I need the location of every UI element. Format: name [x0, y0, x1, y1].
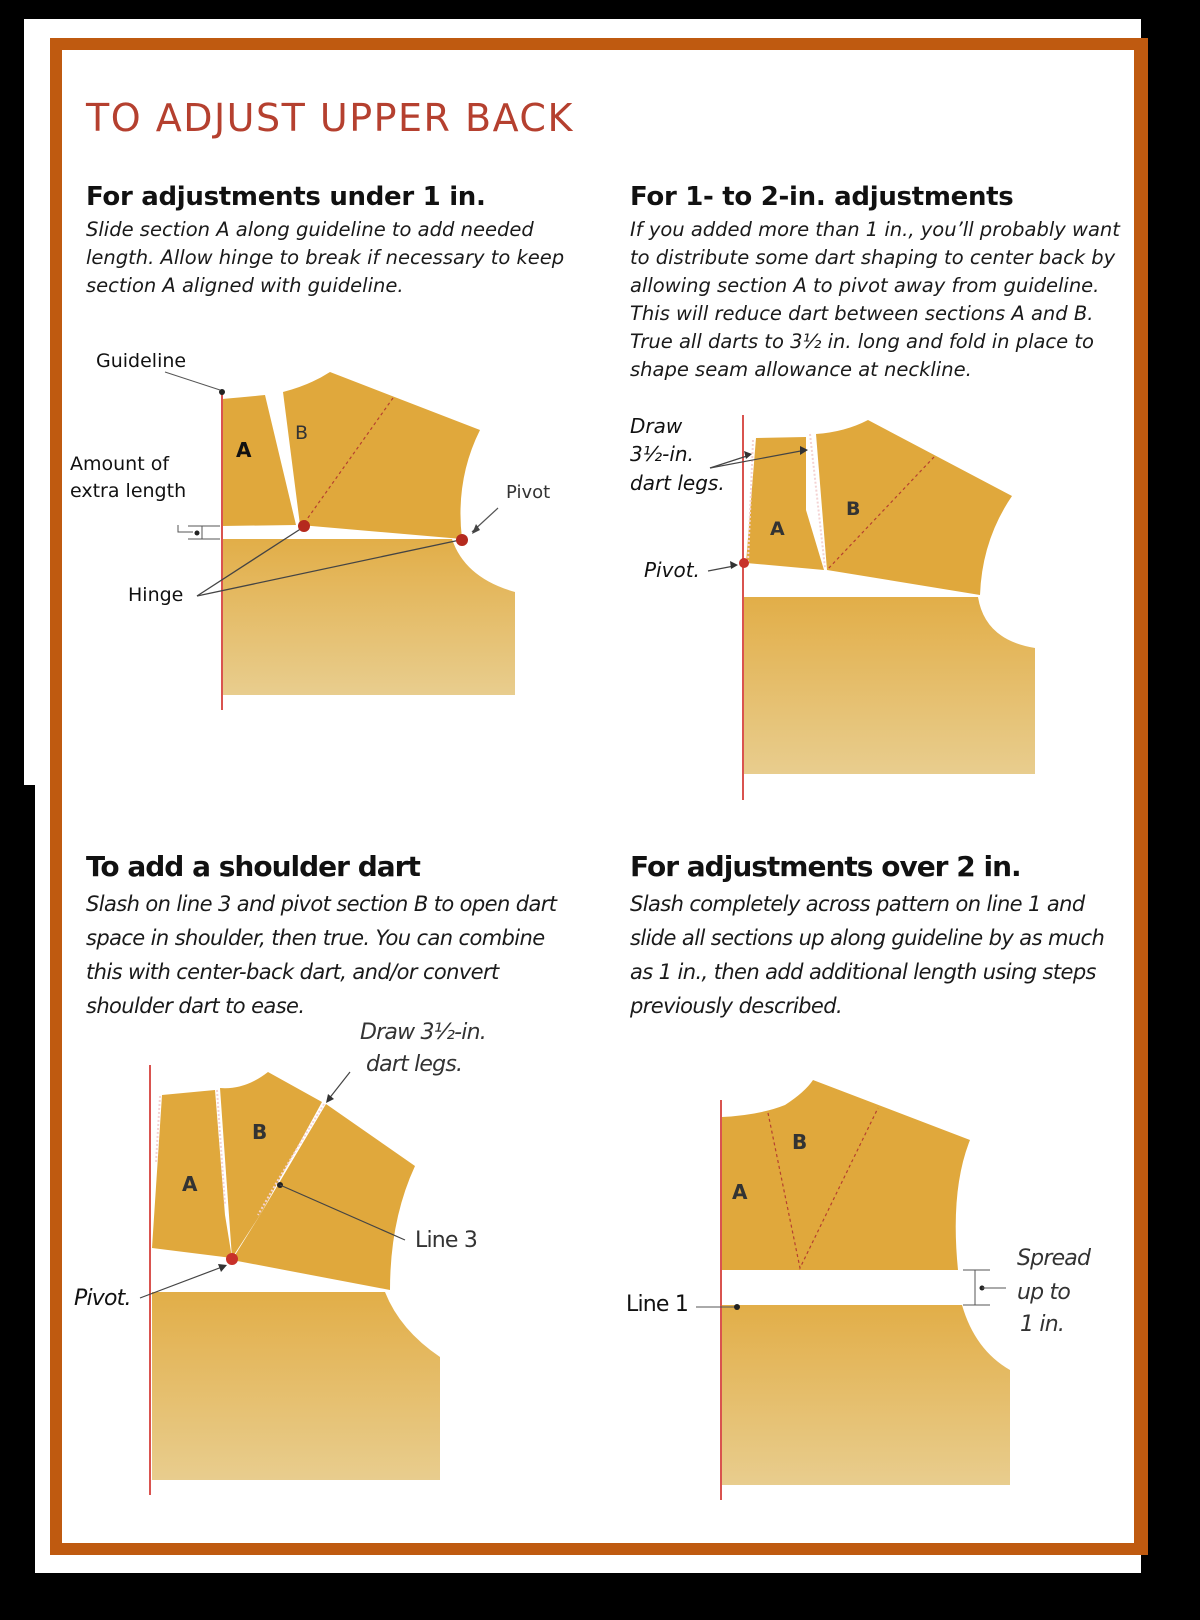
- lower-pattern-piece: [152, 1292, 440, 1480]
- section-a-piece: [746, 437, 824, 570]
- guideline-label: Guideline: [96, 350, 187, 372]
- spread-label-line2: up to: [1017, 1280, 1070, 1305]
- spread-label-line1: Spread: [1017, 1246, 1091, 1271]
- section-b-label: B: [252, 1120, 268, 1144]
- section-under-1-in: [86, 182, 566, 300]
- pattern-diagram: [60, 1030, 540, 1500]
- pivot-dot: [226, 1253, 238, 1265]
- section-heading: For 1- to 2-in. adjustments: [630, 182, 1014, 212]
- hinge-dot: [298, 520, 310, 532]
- diagram-under-1-in: [60, 340, 580, 760]
- page-title: TO ADJUST UPPER BACK: [86, 96, 574, 140]
- section-a-label: A: [732, 1180, 748, 1204]
- pivot-dot: [456, 534, 468, 546]
- upper-pattern-piece: [722, 1080, 970, 1270]
- line1-label: Line 1: [626, 1292, 689, 1317]
- section-a-label: A: [182, 1172, 198, 1196]
- spread-label-line3: 1 in.: [1020, 1312, 1065, 1337]
- draw-label-line2: 3½-in.: [630, 442, 694, 466]
- section-over-2-in: [630, 850, 1120, 1023]
- diagram-1-to-2-in: [620, 400, 1060, 800]
- draw-label-line2: dart legs.: [366, 1052, 463, 1077]
- amount-label-line1: Amount of: [70, 453, 170, 475]
- draw-label-line3: dart legs.: [630, 471, 725, 495]
- pivot-label: Pivot: [506, 482, 551, 503]
- line3-label: Line 3: [415, 1228, 478, 1253]
- section-1-to-2-in: [630, 182, 1120, 384]
- lower-pattern-piece: [222, 539, 515, 695]
- pivot-label: Pivot.: [644, 558, 700, 582]
- section-a-label: A: [236, 438, 252, 462]
- section-b-label: B: [792, 1130, 808, 1154]
- section-body: If you added more than 1 in., you’ll probably want to distribute some dart shaping to center back by allowing section A to pivot away from guideline. This will reduce dart between sections A and B. True all darts to 3½ in. long and fold in place to shape seam allowance at neckline.: [630, 218, 1120, 381]
- hinge-label: Hinge: [128, 584, 184, 606]
- section-body: Slide section A along guideline to add needed length. Allow hinge to break if necessary to keep section A aligned with guideline.: [86, 218, 565, 297]
- amount-label-line2: extra length: [70, 480, 187, 502]
- pivot-label: Pivot.: [74, 1286, 131, 1311]
- diagram-shoulder-dart: [60, 1020, 540, 1500]
- draw-label-line1: Draw 3½-in.: [360, 1020, 486, 1045]
- lower-pattern-piece: [744, 597, 1035, 774]
- section-heading: To add a shoulder dart: [86, 850, 420, 883]
- lower-pattern-piece: [722, 1305, 1010, 1485]
- section-b-label: B: [846, 498, 861, 520]
- section-shoulder-dart: [86, 850, 586, 1023]
- section-body: Slash completely across pattern on line 1 and slide all sections up along guideline by as much as 1 in., then add additional length using steps previously described.: [630, 892, 1105, 1018]
- section-heading: For adjustments under 1 in.: [86, 182, 486, 212]
- section-heading: For adjustments over 2 in.: [630, 850, 1021, 883]
- section-a-piece: [222, 395, 296, 526]
- pivot-dot: [739, 558, 749, 568]
- section-a-label: A: [770, 518, 785, 540]
- section-body: Slash on line 3 and pivot section B to open dart space in shoulder, then true. You can combine this with center-back dart, and/or convert shoulder dart to ease.: [86, 892, 557, 1018]
- section-b-label: B: [295, 422, 309, 444]
- diagram-over-2-in: [620, 1070, 1100, 1510]
- pattern-diagram: [60, 340, 580, 760]
- draw-label-line1: Draw: [630, 414, 683, 438]
- section-b-piece: [283, 372, 480, 539]
